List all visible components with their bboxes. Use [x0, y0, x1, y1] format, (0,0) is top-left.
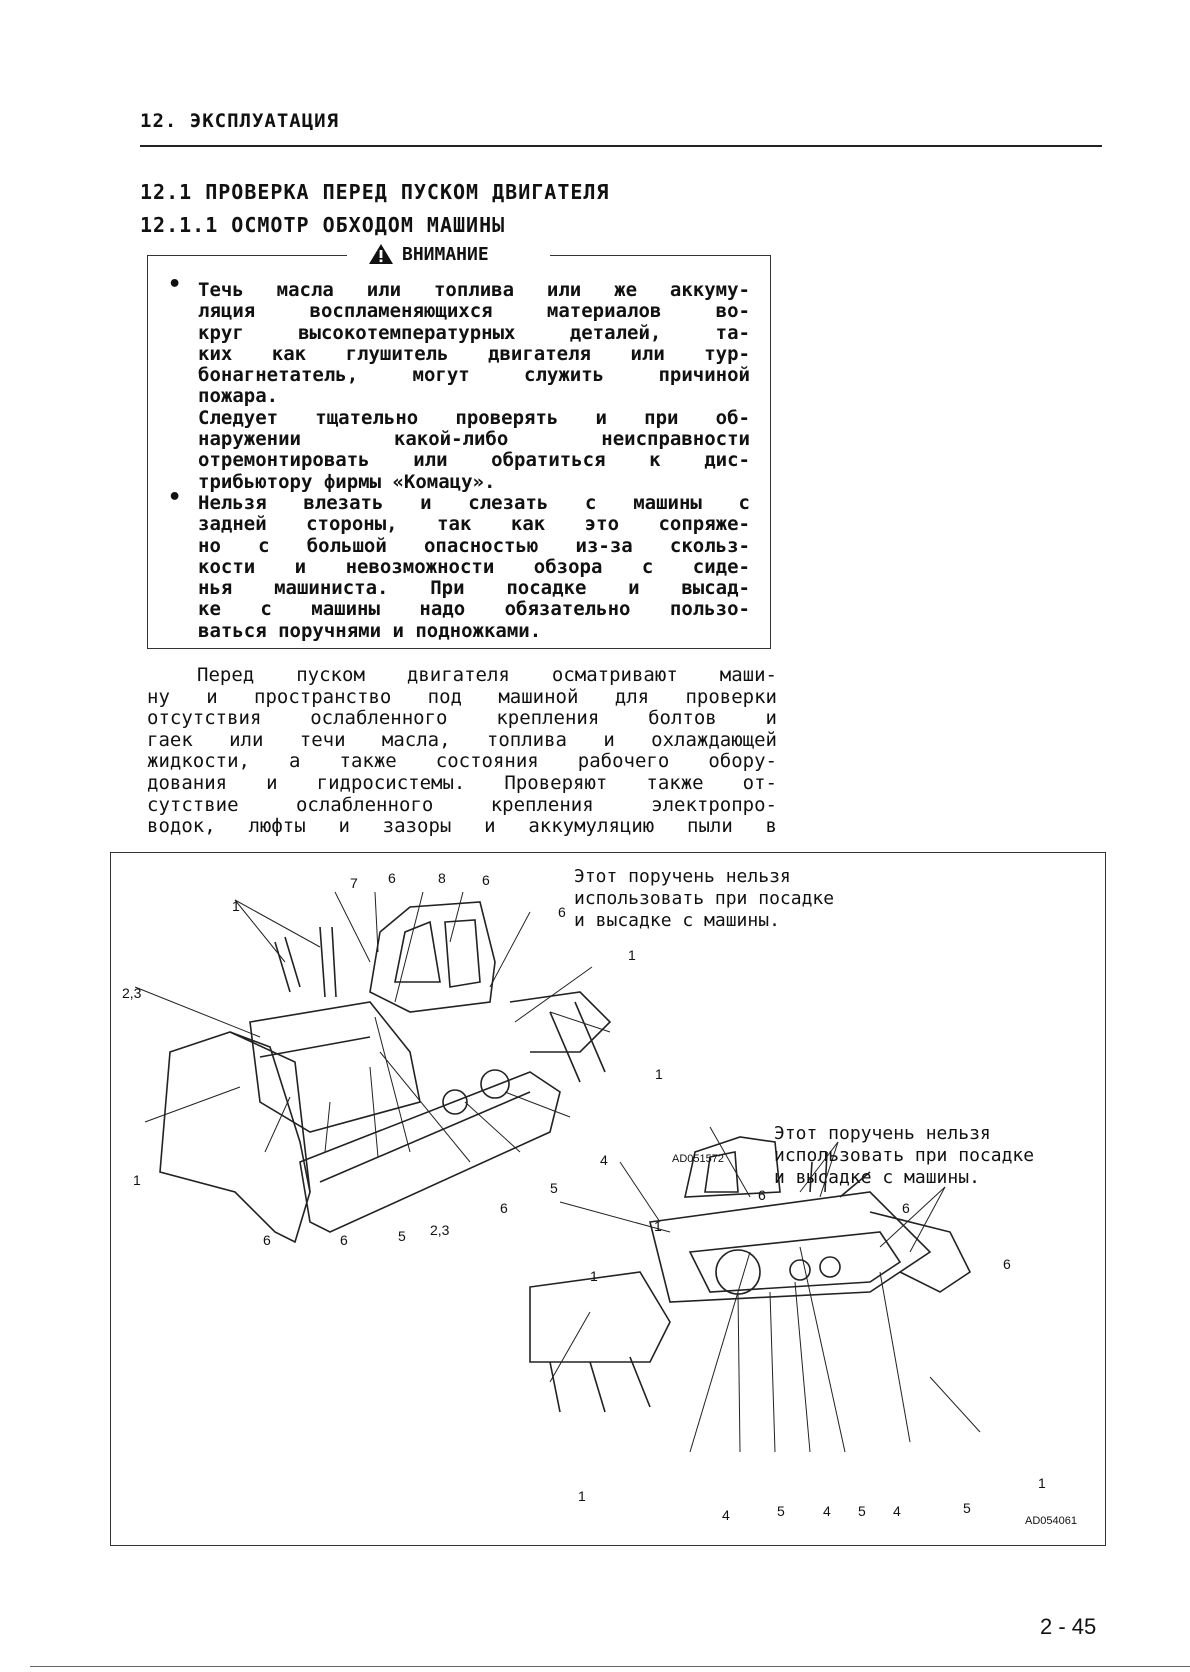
- part-label: 6: [340, 1232, 348, 1248]
- part-label: 1: [590, 1268, 598, 1284]
- warning-title-text: ВНИМАНИЕ: [402, 243, 489, 265]
- bullet: •: [168, 272, 182, 297]
- heading-2: 12.1.1 ОСМОТР ОБХОДОМ МАШИНЫ: [140, 213, 506, 237]
- part-label: 1: [232, 898, 240, 914]
- part-label: 4: [600, 1152, 608, 1168]
- bullet: •: [168, 485, 182, 510]
- warning-rule-left: [147, 255, 347, 256]
- part-label: 6: [500, 1200, 508, 1216]
- part-label: 1: [1038, 1475, 1046, 1491]
- part-label: 4: [893, 1503, 901, 1519]
- page-number: 2 - 45: [1040, 1614, 1097, 1639]
- bulldozer-illustration: [110, 852, 1106, 1546]
- part-label: 2,3: [430, 1222, 450, 1238]
- part-label: 8: [438, 870, 446, 886]
- cab: [370, 902, 495, 1012]
- part-label: 4: [823, 1503, 831, 1519]
- part-label: 2,3: [122, 985, 142, 1001]
- callout-handrail-bottom: Этот поручень нельзя использовать при посадке и высадке с машины.: [774, 1123, 1035, 1188]
- warning-rule-right: [550, 255, 771, 256]
- part-label: 5: [550, 1180, 558, 1196]
- blade-front: [160, 1032, 310, 1242]
- warning-triangle-icon: [368, 243, 394, 265]
- body-paragraph: Перед пуском двигателя осматривают маши- ну и пространство под машиной для проверки отсутствия ослабленного крепления болтов и гаек или течи масла, топлива и охлаждающей жидкости, а также состояния рабочего обору- дования и гидросистемы. Проверяют также от- сутствие ослабленного крепления электропро- водок, люфты и зазоры и аккумуляцию пыли в: [147, 664, 777, 838]
- part-label: 5: [777, 1503, 785, 1519]
- part-label: 7: [350, 875, 358, 891]
- part-label: 1: [133, 1172, 141, 1188]
- warning-bullet-1: Течь масла или топлива или же аккуму- ляция воспламеняющихся материалов во- круг высокотемпературных деталей, та- ких как глушитель двигателя или тур- бонагнетатель, могут служить причиной пожара. Следует тщательно проверять и при об- наружении какой-либо неисправности отремонтировать или обратиться к дис- трибьютору фирмы «Комацу».: [198, 279, 750, 493]
- part-label: 1: [655, 1066, 663, 1082]
- warning-title: [360, 243, 497, 265]
- ripper-rear: [530, 1272, 670, 1362]
- warning-bullet-2: Нельзя влезать и слезать с машины с задней стороны, так как это сопряже- но с большой опасностью из-за скольз- кости и невозможности обзора с сиде- нья машиниста. При посадке и высад- ке с машины надо обязательно пользо- ваться поручнями и подножками.: [198, 492, 750, 642]
- figure-code-top: AD051572: [672, 1153, 724, 1165]
- part-label: 4: [722, 1507, 730, 1523]
- part-label: 6: [558, 904, 566, 920]
- part-label: 5: [858, 1503, 866, 1519]
- part-label: 6: [263, 1232, 271, 1248]
- part-label: 5: [963, 1500, 971, 1516]
- part-label: 6: [482, 872, 490, 888]
- header-rule: [140, 145, 1102, 147]
- bottom-rule: [30, 1666, 1190, 1667]
- part-label: 6: [902, 1200, 910, 1216]
- figure-code-bottom: AD054061: [1025, 1515, 1077, 1527]
- part-label: 6: [1003, 1256, 1011, 1272]
- part-label: 1: [578, 1488, 586, 1504]
- part-label: 5: [398, 1228, 406, 1244]
- part-label: 1: [654, 1218, 662, 1234]
- part-label: 1: [628, 947, 636, 963]
- part-label: 6: [388, 870, 396, 886]
- section-header: 12. ЭКСПЛУАТАЦИЯ: [140, 110, 340, 132]
- part-label: 6: [758, 1187, 766, 1203]
- callout-handrail-top: Этот поручень нельзя использовать при посадке и высадке с машины.: [574, 866, 835, 931]
- heading-1: 12.1 ПРОВЕРКА ПЕРЕД ПУСКОМ ДВИГАТЕЛЯ: [140, 180, 610, 204]
